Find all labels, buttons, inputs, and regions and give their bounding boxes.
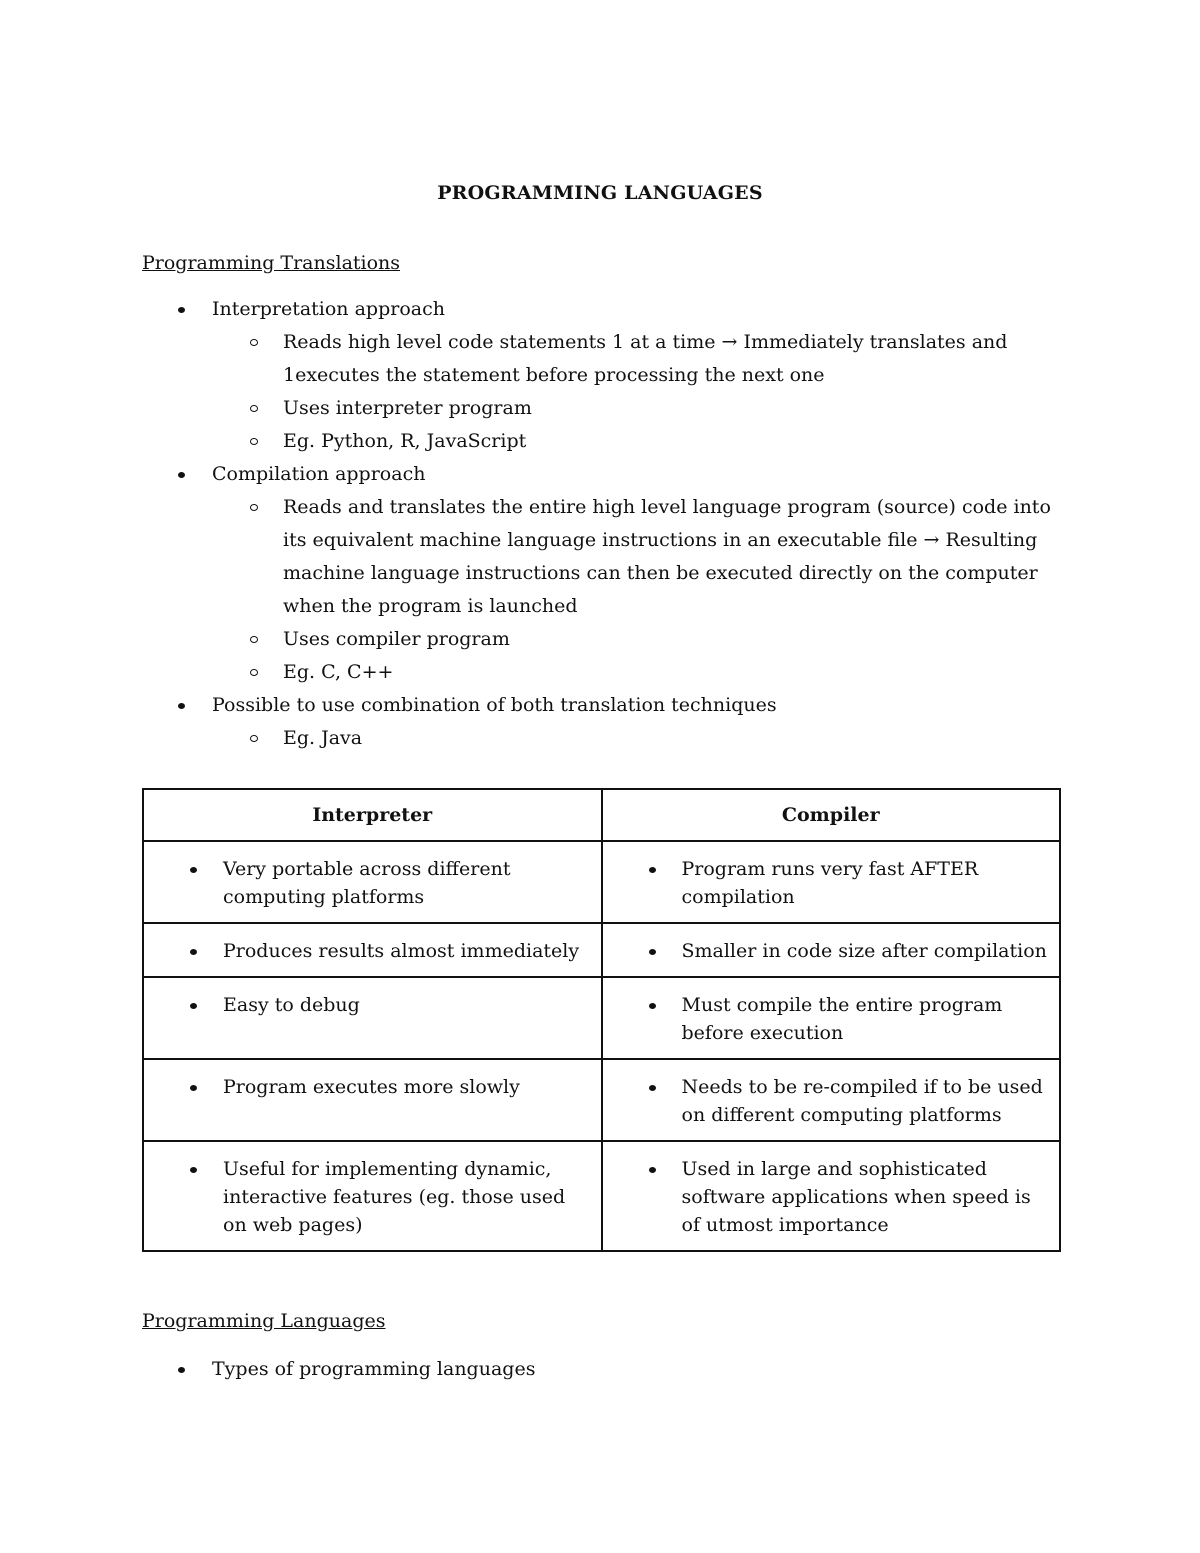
cell-text: Used in large and sophisticated software applications when speed is of utmost importance bbox=[603, 1142, 1060, 1250]
languages-list bbox=[142, 1353, 1062, 1386]
cell-text: Must compile the entire program before execution bbox=[603, 978, 1060, 1058]
sublist-item: Eg. Java bbox=[212, 722, 1062, 755]
table-cell bbox=[143, 977, 602, 1059]
cell-text: Smaller in code size after compilation bbox=[603, 924, 1060, 976]
sublist-item: Uses compiler program bbox=[212, 623, 1062, 656]
comparison-table bbox=[142, 788, 1061, 1252]
cell-text: Useful for implementing dynamic, interactive features (eg. those used on web pages) bbox=[144, 1142, 601, 1250]
header-interpreter: Interpreter bbox=[143, 789, 602, 841]
table-cell bbox=[602, 841, 1061, 923]
list-item-interpretation bbox=[142, 293, 1062, 458]
sublist bbox=[212, 491, 1062, 689]
table-row bbox=[143, 1141, 1060, 1251]
table-header-row bbox=[143, 789, 1060, 841]
sublist-item: Reads and translates the entire high level language program (source) code into its equivalent machine language instructions in an executable file → Resulting machine language instructions can then be executed directly on the computer when the program is launched bbox=[212, 491, 1062, 623]
table-row bbox=[143, 841, 1060, 923]
translations-list bbox=[142, 293, 1062, 755]
sublist-item: Uses interpreter program bbox=[212, 392, 1062, 425]
table-cell bbox=[143, 923, 602, 977]
section-heading-programming-languages: Programming Languages bbox=[142, 1310, 386, 1332]
table-row bbox=[143, 977, 1060, 1059]
cell-text: Very portable across different computing platforms bbox=[144, 842, 601, 922]
cell-text: Program executes more slowly bbox=[144, 1060, 601, 1112]
list-item-label: Compilation approach bbox=[212, 463, 426, 485]
sublist bbox=[212, 722, 1062, 755]
cell-text: Produces results almost immediately bbox=[144, 924, 601, 976]
list-item-combination bbox=[142, 689, 1062, 755]
table-cell bbox=[602, 1059, 1061, 1141]
table-cell bbox=[143, 1059, 602, 1141]
cell-text: Needs to be re-compiled if to be used on different computing platforms bbox=[603, 1060, 1060, 1140]
table-cell bbox=[602, 977, 1061, 1059]
cell-text: Program runs very fast AFTER compilation bbox=[603, 842, 1060, 922]
table-row bbox=[143, 923, 1060, 977]
list-item-types bbox=[142, 1353, 1062, 1386]
list-item-label: Interpretation approach bbox=[212, 298, 445, 320]
table-cell bbox=[143, 841, 602, 923]
sublist bbox=[212, 326, 1062, 458]
sublist-item: Eg. C, C++ bbox=[212, 656, 1062, 689]
table-row bbox=[143, 1059, 1060, 1141]
list-item-label: Types of programming languages bbox=[212, 1358, 536, 1380]
table-cell bbox=[602, 1141, 1061, 1251]
header-compiler: Compiler bbox=[602, 789, 1061, 841]
page-title: PROGRAMMING LANGUAGES bbox=[437, 182, 763, 204]
section-heading-programming-translations: Programming Translations bbox=[142, 252, 401, 274]
table-cell bbox=[602, 923, 1061, 977]
cell-text: Easy to debug bbox=[144, 978, 601, 1030]
sublist-item: Reads high level code statements 1 at a time → Immediately translates and 1executes the statement before processing the next one bbox=[212, 326, 1062, 392]
table-cell bbox=[143, 1141, 602, 1251]
list-item-compilation bbox=[142, 458, 1062, 689]
sublist-item: Eg. Python, R, JavaScript bbox=[212, 425, 1062, 458]
list-item-label: Possible to use combination of both translation techniques bbox=[212, 694, 777, 716]
